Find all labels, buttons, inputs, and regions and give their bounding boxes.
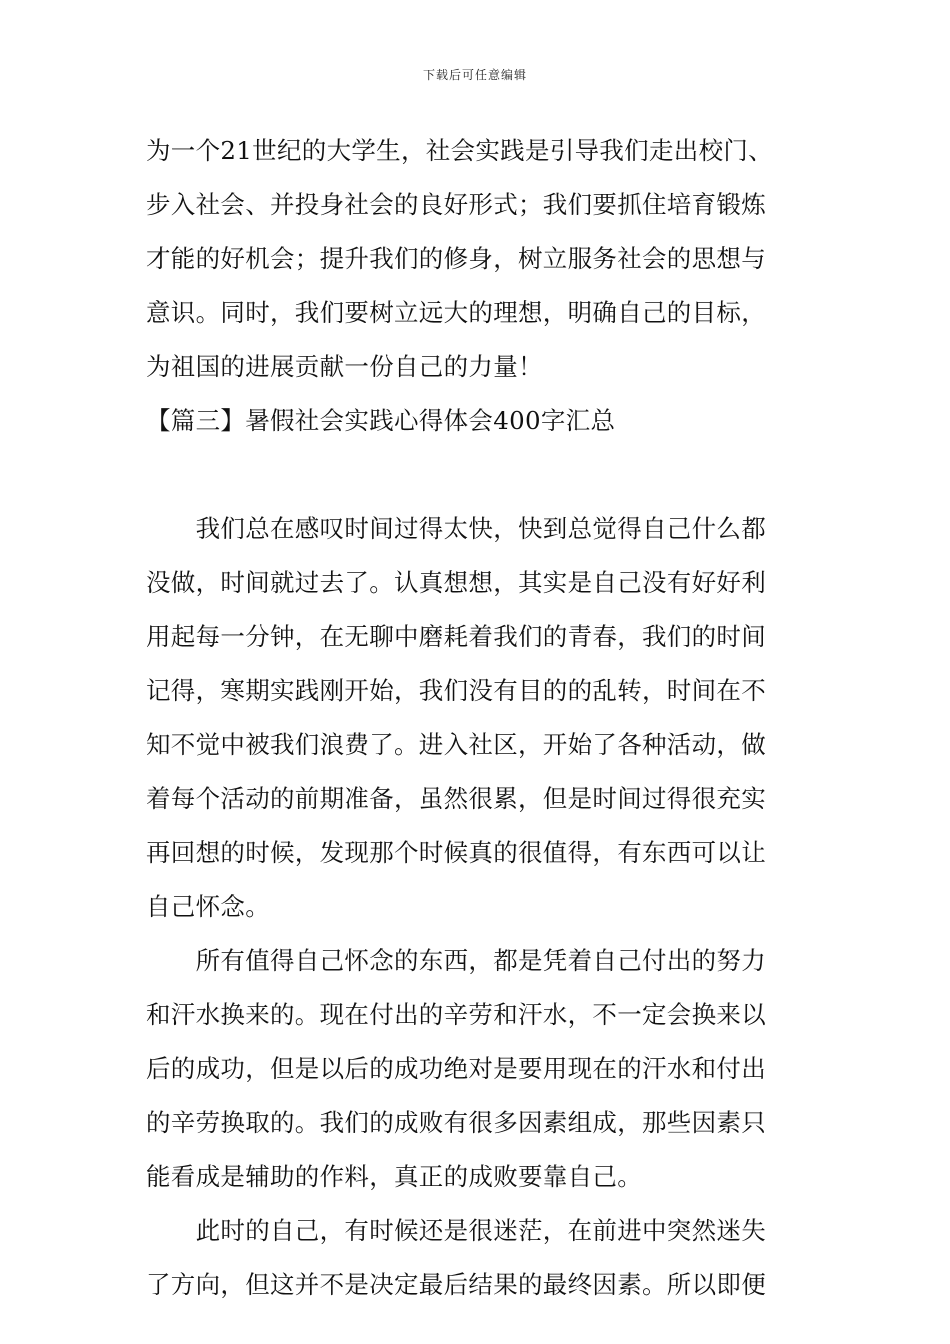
text-line: 能看成是辅助的作料，真正的成败要靠自己。	[146, 1162, 642, 1191]
header-note: 下载后可任意编辑	[422, 68, 527, 82]
text-line: 没做，时间就过去了。认真想想，其实是自己没有好好利	[146, 568, 766, 597]
text-line: 步入社会、并投身社会的良好形式；我们要抓住培育锻炼	[146, 190, 766, 219]
text-line: 再回想的时候，发现那个时候真的很值得，有东西可以让	[146, 838, 766, 867]
text-line: 后的成功，但是以后的成功绝对是要用现在的汗水和付出	[146, 1054, 766, 1083]
text-line: 的辛劳换取的。我们的成败有很多因素组成，那些因素只	[146, 1108, 766, 1137]
text-line: 自己怀念。	[146, 892, 270, 921]
section-heading: 【篇三】暑假社会实践心得体会400字汇总	[146, 406, 616, 435]
blank-line	[146, 448, 816, 502]
text-line: 所有值得自己怀念的东西，都是凭着自己付出的努力	[146, 946, 766, 975]
text-line: 我们总在感叹时间过得太快，快到总觉得自己什么都	[146, 514, 766, 543]
text-line: 为祖国的进展贡献一份自己的力量！	[146, 352, 543, 381]
text-line: 着每个活动的前期准备，虽然很累，但是时间过得很充实	[146, 784, 766, 813]
document-body	[146, 124, 816, 1312]
text-line: 记得，寒期实践刚开始，我们没有目的的乱转，时间在不	[146, 676, 766, 705]
text-line: 为一个21世纪的大学生，社会实践是引导我们走出校门、	[146, 136, 773, 165]
text-line: 才能的好机会；提升我们的修身，树立服务社会的思想与	[146, 244, 766, 273]
text-line: 此时的自己，有时候还是很迷茫，在前进中突然迷失	[146, 1216, 766, 1245]
text-line: 了方向，但这并不是决定最后结果的最终因素。所以即便	[146, 1270, 766, 1299]
text-line: 和汗水换来的。现在付出的辛劳和汗水，不一定会换来以	[146, 1000, 766, 1029]
text-line: 用起每一分钟，在无聊中磨耗着我们的青春，我们的时间	[146, 622, 766, 651]
text-line: 意识。同时，我们要树立远大的理想，明确自己的目标，	[146, 298, 766, 327]
text-line: 知不觉中被我们浪费了。进入社区，开始了各种活动，做	[146, 730, 766, 759]
